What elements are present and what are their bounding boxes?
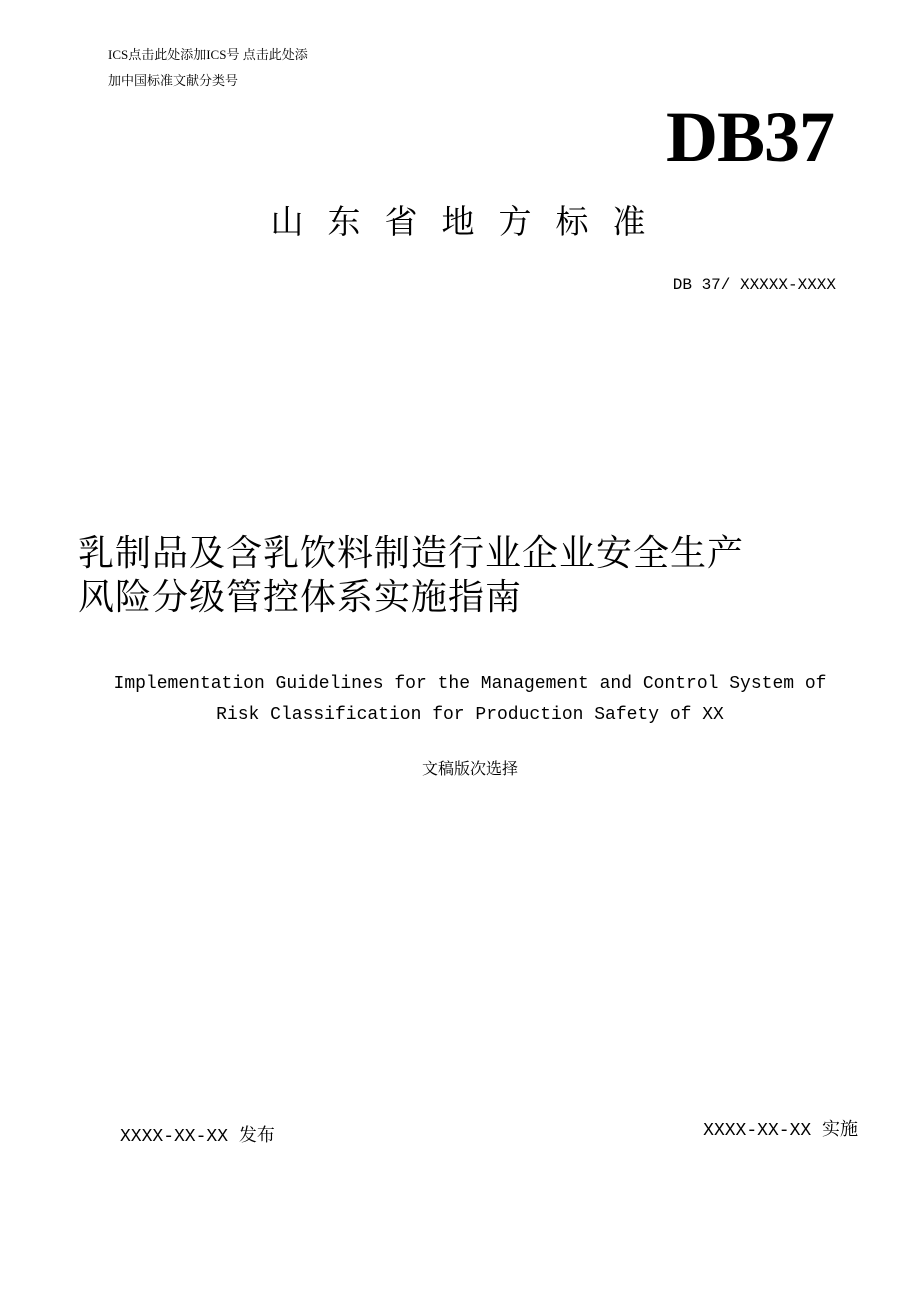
implement-label: 实施 (822, 1119, 858, 1140)
standard-code: DB37 (665, 97, 834, 177)
draft-version-selector[interactable]: 文稿版次选择 (421, 759, 518, 778)
implement-date (703, 1118, 858, 1143)
chinese-title-line-1: 乳制品及含乳饮料制造行业企业安全生产 (78, 533, 745, 574)
publish-label: 发布 (238, 1125, 275, 1146)
implement-date-value: XXXX-XX-XX (703, 1121, 812, 1141)
classification-number-placeholder[interactable]: 加中国标准文献分类号 (108, 73, 239, 88)
ics-number-placeholder[interactable]: ICS点击此处添加ICS号 点击此处添 (108, 47, 308, 62)
english-title (0, 669, 920, 731)
standard-type-heading: 山东省地方标准 (270, 202, 670, 241)
publish-date-value: XXXX-XX-XX (120, 1127, 229, 1147)
standard-number: DB 37/ XXXXX-XXXX (672, 276, 836, 294)
chinese-title-line-2: 风险分级管控体系实施指南 (78, 577, 523, 618)
chinese-title (78, 532, 744, 620)
publish-date (120, 1124, 275, 1149)
english-title-line-1: Implementation Guidelines for the Management and Control System of (113, 674, 827, 694)
english-title-line-2: Risk Classification for Production Safety of XX (216, 705, 724, 725)
